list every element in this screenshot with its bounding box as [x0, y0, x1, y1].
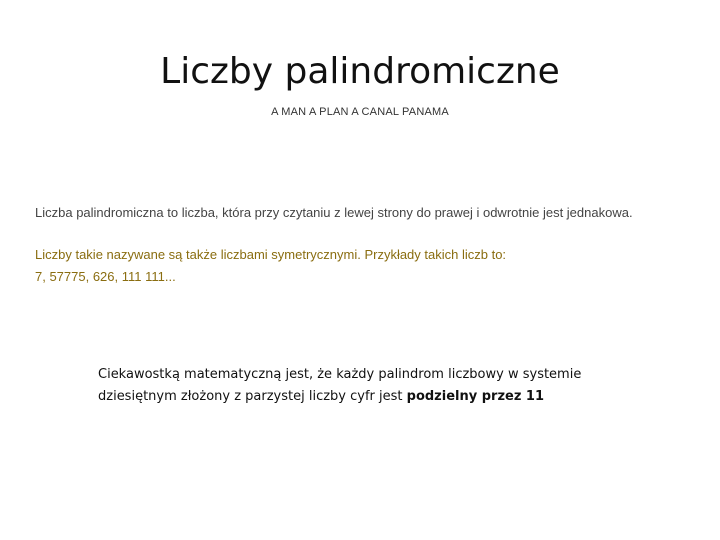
fact-line-1: Ciekawostką matematyczną jest, że każdy palindrom liczbowy w systemie — [98, 367, 582, 382]
examples-paragraph — [35, 244, 675, 288]
definition-paragraph: Liczba palindromiczna to liczba, która przy czytaniu z lewej strony do prawej i odwrotnie jest jednakowa. — [35, 205, 633, 220]
fact-paragraph — [98, 364, 658, 408]
examples-line-1: Liczby takie nazywane są także liczbami symetrycznymi. Przykłady takich liczb to: — [35, 247, 507, 262]
fact-line-2 — [98, 386, 658, 408]
slide-title: Liczby palindromiczne — [160, 51, 560, 92]
fact-highlight: podzielny przez 11 — [406, 389, 545, 404]
fact-line-2-text: dziesiętnym złożony z parzystej liczby cyfr jest — [98, 389, 407, 404]
examples-line-2: 7, 57775, 626, 111 111... — [35, 269, 176, 284]
palindrome-example-subtitle: A MAN A PLAN A CANAL PANAMA — [271, 106, 449, 118]
